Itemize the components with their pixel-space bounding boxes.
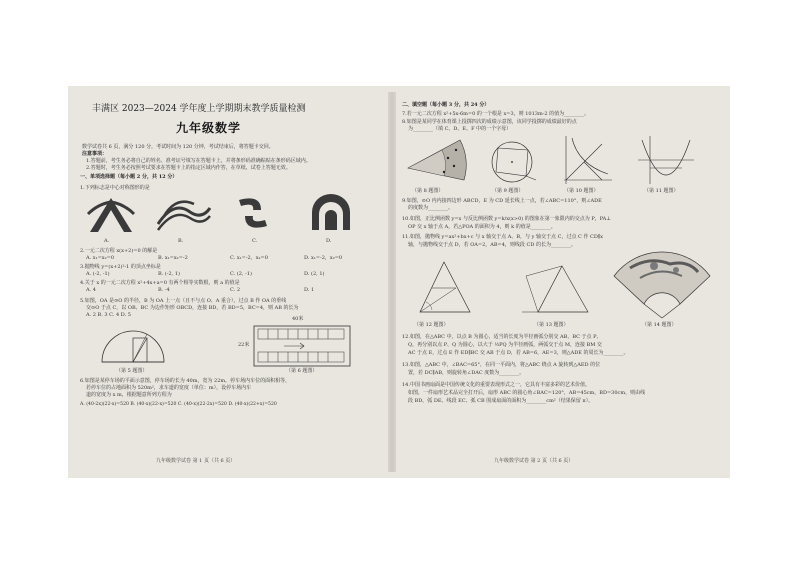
question-9: 的度数为________。 xyxy=(408,205,454,211)
option-label: A. x₁=x₂=0 xyxy=(86,255,114,261)
exam-sheet xyxy=(68,86,730,478)
option-label: C. 2 xyxy=(230,287,241,293)
figure-caption: （第 5 题图） xyxy=(116,368,148,374)
option-label: B. -4 xyxy=(158,287,170,293)
question-10: 10.如图，正比例函数 y=x 与反比例函数 y=k/x(x>0) 的图象在第一象限内的交点为 P，PA⊥ xyxy=(402,216,611,222)
question-12: AC 于点 E，过点 E 作 ED∥BC 交 AB 于点 D，若 AB=6，AE=3，则△ADE 的周长为________。 xyxy=(408,350,629,356)
figure-caption: （第 8 题图） xyxy=(412,188,444,194)
figure-caption: （第 9 题图） xyxy=(492,188,524,194)
logo-d-image xyxy=(308,192,354,234)
question-6: 6.如图是某停车场的平面示意图，停车场的长为 40m，宽为 22m。停车场内车位的面积相等， xyxy=(80,378,291,384)
question-5-options: A. 2 B. 3 C. 4 D. 5 xyxy=(86,312,131,318)
question-12: Q，再分别以点 P、Q 为圆心，以大于 ½PQ 为半径画弧，两弧交于点 M，连接 BM 交 xyxy=(408,342,602,348)
logo-c-image xyxy=(231,192,275,234)
section-heading: 一、单项选择题（每小题 2 分，共 12 分） xyxy=(80,174,178,180)
option-label: A. xyxy=(104,238,110,244)
question-2: 2.一元二次方程 x(x+2)=0 的解是 xyxy=(80,248,158,254)
figure-8-diagram xyxy=(404,136,470,186)
question-7: 7.若一元二次方程 x²+5x-6m=0 的一个根是 x=3，则 1013m-2 的值为________。 xyxy=(402,111,590,117)
question-14: 段 BD、弧 DE、线段 EC、弧 CB 围成扇面的面积为________cm²（结果保留 π）。 xyxy=(408,398,594,404)
exam-page-2 xyxy=(398,86,730,478)
exam-title: 丰满区 2023—2024 学年度上学期期末教学质量检测 xyxy=(92,104,306,114)
page-footer: 九年级数学试卷 第 1 页（共 6 页） xyxy=(156,458,236,464)
figure-caption: （第 10 题图） xyxy=(564,188,599,194)
question-14: 如图，一件扇形艺术品完全打开后，扇形 ABC 的圆心角∠BAC=120°，AB=45cm，BD=30cm，则由线 xyxy=(408,390,646,396)
option-label: D. x₁=-2，x₂=0 xyxy=(304,255,343,261)
figure-14-fan-image xyxy=(610,246,714,320)
figure-caption: （第 11 题图） xyxy=(644,188,679,194)
question-8: 8.如图是某同学在体育课上投掷四次的成绩示意图，该同学投掷的成绩最好的点 xyxy=(402,119,577,125)
question-6: 道的宽度为 x m，根据题意所列方程为 xyxy=(86,392,172,398)
logo-a-image xyxy=(86,194,136,234)
figure-11-diagram xyxy=(636,134,696,186)
dimension-label: 40米 xyxy=(292,316,304,322)
question-4: 4.关于 x 的一元二次方程 x²+4x+a=0 有两个相等实数根，则 a 的值是 xyxy=(80,280,240,286)
question-1: 1.下列标志是中心对称图形的是 xyxy=(80,185,150,191)
subject-title: 九年级数学 xyxy=(176,121,242,135)
figure-12-diagram xyxy=(414,258,474,318)
page-footer: 九年级数学试卷 第 2 页（共 6 页） xyxy=(494,458,574,464)
option-label: A. (-2, -1) xyxy=(86,271,110,277)
question-9: 9.如图，⊙O 内内接四边形 ABCD，E 为 CD 延长线上一点，若∠ABC=110°，则∠ADE xyxy=(402,198,602,204)
exam-page-1 xyxy=(68,86,386,478)
option-label: B. (-2, 1) xyxy=(158,271,180,277)
option-label: C. x₁=-2，x₂=0 xyxy=(230,255,268,261)
instructions-line: 2.答题时，考生务必按照考试要求在答题卡上的指定区域内作答，在草纸、试卷上答题无效。 xyxy=(86,165,291,171)
figure-10-diagram xyxy=(558,134,614,186)
option-label: D. xyxy=(326,238,332,244)
option-label: A. 4 xyxy=(86,287,96,293)
figure-caption: （第 6 题图） xyxy=(286,368,318,374)
option-label: D. 1 xyxy=(304,287,315,293)
question-13: 13.如图，△ABC 中，∠BAC=65°，在同一平面内，将△ABC 绕点 A 旋转到△AED 的位 xyxy=(402,362,601,368)
dimension-label: 22米 xyxy=(238,342,250,348)
figure-caption: （第 14 题图） xyxy=(642,322,677,328)
instructions-line: 注意事项： xyxy=(82,151,108,157)
option-label: C. (2, -1) xyxy=(230,271,252,277)
question-5: 5.如图，OA 是⊙O 的半径，B 为 OA 上一点（且不与点 O、A 重合），过点 B 作 OA 的垂线 xyxy=(80,298,287,304)
question-13: 置，若 DC∥AB，则旋转角∠DAC 度数为________。 xyxy=(408,370,525,376)
figure-9-diagram xyxy=(484,136,540,186)
question-6-options: A. (40-2x)(22-x)=520 B. (40-x)(22-x)=520 C. (40-x)(22-2x)=520 D. (40-x)(22+x)=520 xyxy=(80,402,277,407)
question-8: 为________（填 C、D、E、F 中的一个字母） xyxy=(408,126,512,132)
option-label: D. (2, 1) xyxy=(304,271,325,277)
question-11: 轴，与抛物线交于点 D，若 OA=2，AB=4，则线段 CD 的长为________。 xyxy=(408,242,576,248)
question-5: 交⊙O 于点 C，以 OB、BC 为边作矩形 OBCD，连接 BD，若 BD=5，BC=4，则 AB 的长为 xyxy=(86,305,299,311)
figure-5-diagram xyxy=(98,324,168,368)
option-label: B. x₁=x₂=-2 xyxy=(158,255,188,261)
figure-caption: （第 13 题图） xyxy=(534,322,569,328)
instructions-line: 数学试卷共 6 页，满分 120 分，考试时间为 120 分钟，考试结束后，将答题卡交回。 xyxy=(82,144,274,150)
question-11: 11.如图，抛物线 y=ax²+bx+c 与 x 轴交于点 A、B，与 y 轴交于点 C，过点 C 作 CD∥x xyxy=(402,234,604,240)
logo-b-image xyxy=(154,194,214,234)
option-label: B. xyxy=(178,238,184,244)
figure-6-diagram xyxy=(244,322,354,368)
question-10: OP 交 x 轴于点 A，若△POA 的面积为 4，则 k 的值是________。 xyxy=(408,224,556,230)
figure-13-diagram xyxy=(518,258,594,318)
option-label: C. xyxy=(252,238,258,244)
question-6: 若停车位的占地面积为 520m²，求车道的宽度（单位：m），设停车场内车 xyxy=(86,385,252,391)
question-12: 12.如图，在△ABC 中，以点 B 为圆心，适当的长度为半径画弧分别交 AB、BC 于点 P、 xyxy=(402,334,602,340)
page-gutter xyxy=(388,92,396,472)
question-14: 14.中国书画扇面是中国传统文化的重要表现形式之一，它具有丰富多彩的艺术价值。 xyxy=(402,382,590,388)
instructions-line: 1.答题前，考生务必将自己的姓名、准考证号填写在答题卡上，并将条形码准确粘贴在条形码区域内。 xyxy=(86,158,311,164)
figure-caption: （第 12 题图） xyxy=(414,322,449,328)
question-3: 3.抛物线 y=(x+2)²-1 的顶点坐标是 xyxy=(80,264,161,270)
section-heading: 二、填空题（每小题 3 分，共 24 分） xyxy=(402,102,490,108)
